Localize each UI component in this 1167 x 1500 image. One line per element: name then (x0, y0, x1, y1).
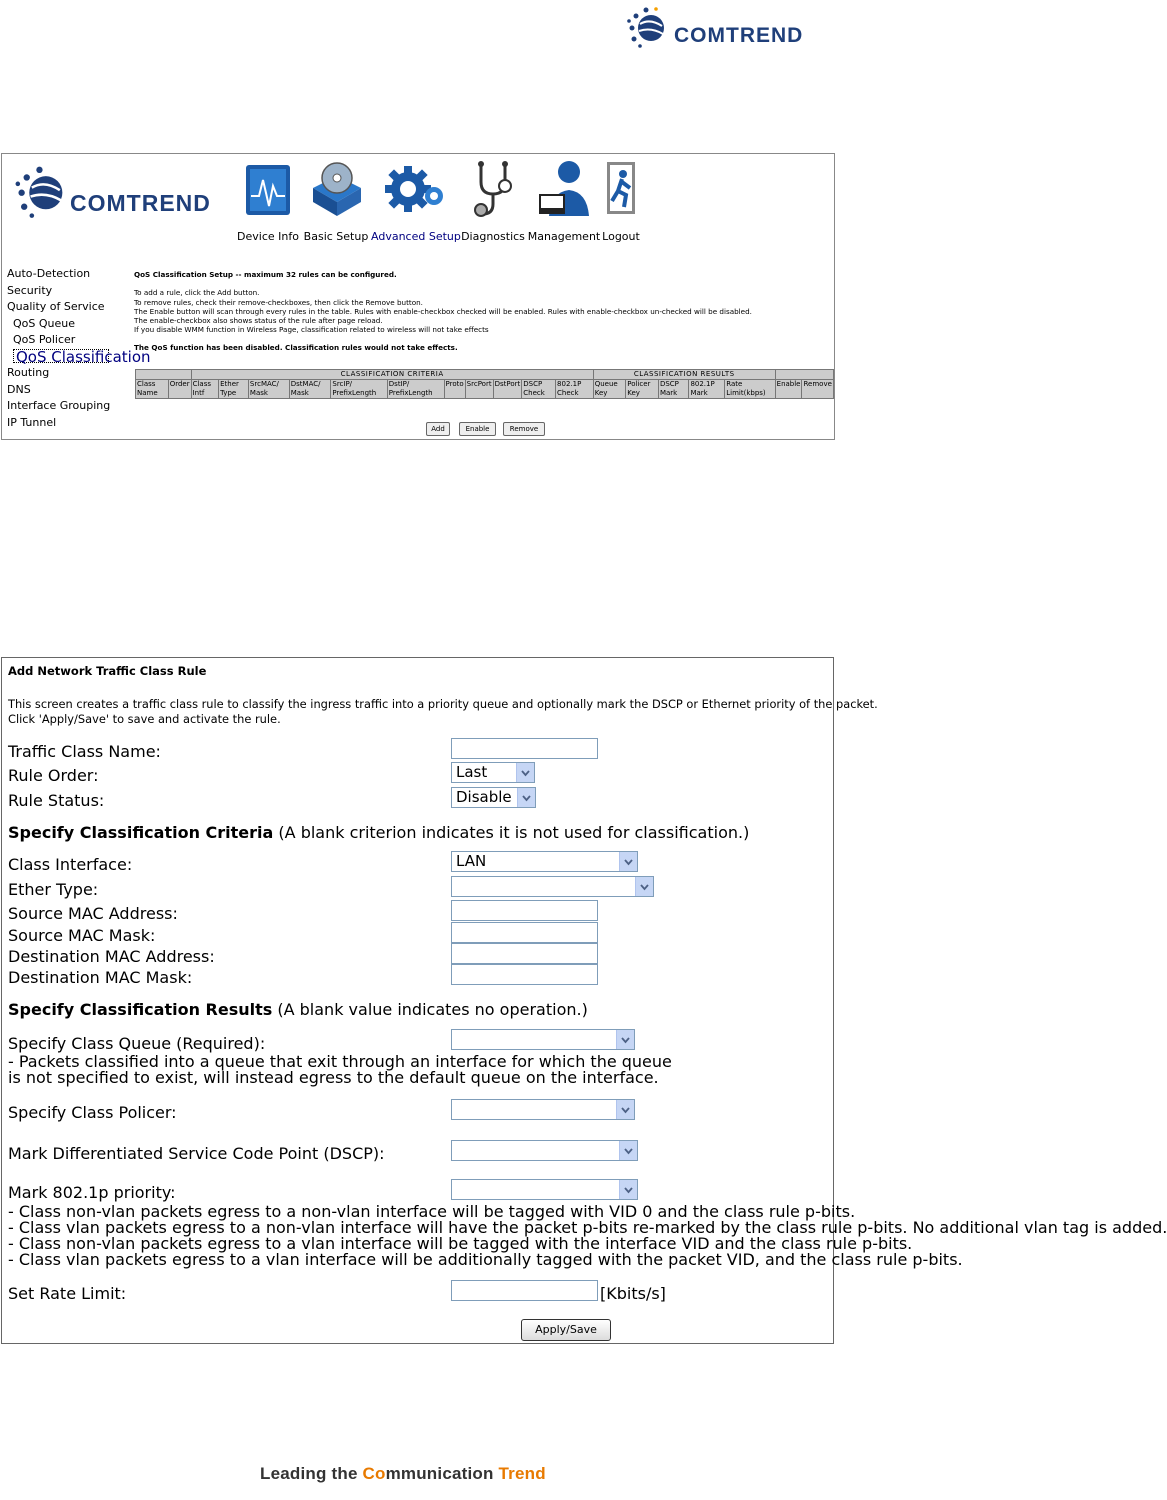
class-policer-select[interactable] (451, 1099, 635, 1120)
comtrend-globe-icon (14, 164, 70, 224)
device-info-icon (243, 162, 293, 218)
nav-label: Logout (602, 230, 640, 243)
rule-status-select[interactable] (451, 787, 536, 808)
nav-management[interactable] (527, 154, 601, 264)
chevron-down-icon (517, 788, 535, 807)
slogan-co: Co (362, 1464, 386, 1483)
qos-help-line: To remove rules, check their remove-checkboxes, then click the Remove button. (134, 297, 423, 307)
apply-save-button[interactable]: Apply/Save (521, 1319, 611, 1341)
rule-order-value: Last (456, 763, 488, 781)
column-header: 802.1P Mark (689, 380, 725, 399)
logout-icon (601, 158, 641, 218)
rate-limit-unit: [Kbits/s] (600, 1284, 666, 1303)
brand-wordmark: COMTREND (674, 24, 804, 47)
qos-help-line: The enable-checkbox also shows status of the rule after page reload. (134, 316, 383, 326)
dscp-label: Mark Differentiated Service Code Point (DSCP): (8, 1144, 385, 1163)
rule-order-select[interactable] (451, 762, 535, 783)
pbits-note: - Class non-vlan packets egress to a vlan interface will be tagged with the interface VID and the class rule p-bits. (8, 1234, 913, 1253)
form-intro-1: This screen creates a traffic class rule to classify the ingress traffic into a priority queue and optionally mark the DSCP or Ethernet priority of the packet. (8, 697, 878, 711)
class-interface-value: LAN (456, 852, 487, 870)
rule-status-value: Disable (456, 788, 512, 806)
menu-qos-classification[interactable]: QoS Classification (13, 349, 109, 363)
class-queue-select[interactable] (451, 1029, 635, 1050)
column-header: DstMAC/ Mask (289, 380, 331, 399)
menu-ip-tunnel[interactable]: IP Tunnel (7, 415, 57, 429)
rule-order-label: Rule Order: (8, 766, 99, 785)
column-header: Policer Key (626, 380, 659, 399)
table-header-blank (136, 370, 192, 380)
enable-button[interactable]: Enable (459, 422, 496, 436)
slogan-mmunication: mmunication (385, 1464, 494, 1483)
qos-help-line: To add a rule, click the Add button. (134, 288, 260, 298)
menu-auto-detection[interactable]: Auto-Detection (7, 267, 91, 280)
column-header: Order (168, 380, 191, 399)
ether-type-select[interactable] (451, 876, 654, 897)
column-header: Queue Key (593, 380, 626, 399)
src-mac-input[interactable] (451, 900, 598, 921)
advanced-setup-icon (384, 160, 446, 218)
column-header: DSCP Mark (658, 380, 688, 399)
class-policer-label: Specify Class Policer: (8, 1103, 177, 1122)
chevron-down-icon (619, 1180, 637, 1199)
dst-mac-mask-label: Destination MAC Mask: (8, 968, 193, 987)
comtrend-globe-icon (626, 6, 670, 52)
dst-mac-label: Destination MAC Address: (8, 947, 215, 966)
nav-label: Diagnostics (461, 230, 525, 243)
src-mac-mask-input[interactable] (451, 922, 598, 943)
top-brand-logo (626, 6, 803, 52)
results-section-heading (8, 1000, 588, 1019)
nav-label: Device Info (237, 230, 299, 243)
class-interface-label: Class Interface: (8, 855, 133, 874)
nav-advanced-setup[interactable] (371, 154, 459, 264)
column-header: Class Name (136, 380, 169, 399)
dscp-select[interactable] (451, 1140, 638, 1161)
column-header: 802.1P Check (556, 380, 594, 399)
column-header: Enable (775, 380, 802, 399)
qos-classification-screenshot (1, 153, 835, 440)
pbits-label: Mark 802.1p priority: (8, 1183, 176, 1202)
menu-routing[interactable]: Routing (7, 366, 50, 379)
basic-setup-icon (307, 158, 365, 218)
column-header: DstPort (493, 380, 522, 399)
criteria-section-heading (8, 823, 749, 842)
dst-mac-mask-input[interactable] (451, 964, 598, 985)
menu-qos-policer[interactable]: QoS Policer (13, 333, 76, 346)
slogan-trend: Trend (493, 1464, 546, 1483)
chevron-down-icon (516, 763, 534, 782)
column-header: Rate Limit(kbps) (725, 380, 775, 399)
chevron-down-icon (619, 1141, 637, 1160)
traffic-class-name-label: Traffic Class Name: (8, 742, 161, 761)
src-mac-label: Source MAC Address: (8, 904, 178, 923)
qos-column-row (136, 380, 834, 399)
banner-logo (14, 164, 211, 224)
router-banner (2, 154, 834, 264)
menu-quality-of-service[interactable]: Quality of Service (7, 300, 105, 313)
table-header-blank (775, 370, 833, 380)
column-header: DSCP Check (522, 380, 556, 399)
footer-slogan (260, 1464, 546, 1484)
qos-disabled-notice: The QoS function has been disabled. Classification rules would not take effects. (134, 342, 458, 352)
results-header: CLASSIFICATION RESULTS (593, 370, 775, 380)
qos-heading: QoS Classification Setup -- maximum 32 rules can be configured. (134, 270, 397, 279)
pbits-note: - Class vlan packets egress to a non-vlan interface will have the packet p-bits re-marked by the class rule p-bits. No additional vlan tag is added. (8, 1218, 1167, 1237)
column-header: SrcPort (465, 380, 493, 399)
queue-note-2: is not specified to exist, will instead egress to the default queue on the interface. (8, 1068, 659, 1087)
chevron-down-icon (616, 1100, 634, 1119)
column-header: SrcMAC/ Mask (248, 380, 289, 399)
column-header: Remove (802, 380, 834, 399)
results-note: (A blank value indicates no operation.) (272, 1000, 588, 1019)
nav-diagnostics[interactable] (459, 154, 527, 264)
dst-mac-input[interactable] (451, 943, 598, 964)
column-header: Proto (444, 380, 465, 399)
src-mac-mask-label: Source MAC Mask: (8, 926, 156, 945)
chevron-down-icon (635, 877, 653, 896)
qos-rules-table (135, 369, 834, 399)
nav-label: Management (527, 230, 601, 243)
slogan-leading: Leading the (260, 1464, 363, 1483)
column-header: Class Intf (191, 380, 219, 399)
menu-qos-queue[interactable]: QoS Queue (13, 316, 76, 330)
form-title: Add Network Traffic Class Rule (8, 664, 207, 678)
column-header: Ether Type (219, 380, 249, 399)
qos-help-line: The Enable button will scan through every rules in the table. Rules with enable-checkbox checked will be enabled. Rules with enable-checkbox un-checked will be disabled. (134, 306, 752, 316)
rate-limit-label: Set Rate Limit: (8, 1284, 127, 1303)
form-intro-2: Click 'Apply/Save' to save and activate the rule. (8, 712, 281, 726)
queue-note-1: - Packets classified into a queue that exit through an interface for which the queue (8, 1052, 672, 1071)
menu-security[interactable]: Security (7, 283, 53, 297)
menu-interface-grouping[interactable]: Interface Grouping (7, 399, 111, 412)
ether-type-label: Ether Type: (8, 880, 99, 899)
brand-wordmark: COMTREND (70, 189, 211, 216)
pbits-select[interactable] (451, 1179, 638, 1200)
results-title: Specify Classification Results (8, 1000, 273, 1019)
pbits-note: - Class non-vlan packets egress to a non-vlan interface will be tagged with VID 0 and the class rule p-bits. (8, 1202, 856, 1221)
menu-dns[interactable]: DNS (7, 382, 31, 396)
chevron-down-icon (619, 852, 637, 871)
class-queue-label: Specify Class Queue (Required): (8, 1034, 266, 1053)
criteria-note: (A blank criterion indicates it is not used for classification.) (273, 823, 750, 842)
add-button[interactable]: Add (426, 422, 450, 436)
nav-basic-setup[interactable] (302, 154, 370, 264)
criteria-title: Specify Classification Criteria (8, 823, 274, 842)
column-header: DstIP/ PrefixLength (387, 380, 444, 399)
chevron-down-icon (616, 1030, 634, 1049)
qos-content (134, 270, 832, 352)
nav-logout[interactable] (600, 154, 642, 264)
nav-device-info[interactable] (236, 154, 300, 264)
nav-label: Basic Setup (303, 230, 369, 243)
column-header: SrcIP/ PrefixLength (331, 380, 387, 399)
remove-button[interactable]: Remove (503, 422, 545, 436)
management-icon (537, 158, 591, 218)
traffic-class-name-input[interactable] (451, 738, 598, 759)
diagnostics-icon (467, 158, 519, 218)
rule-status-label: Rule Status: (8, 791, 105, 810)
criteria-header: CLASSIFICATION CRITERIA (191, 370, 593, 380)
rate-limit-input[interactable] (451, 1280, 598, 1301)
pbits-note: - Class vlan packets egress to a vlan interface will be additionally tagged with the packet VID, and the class rule p-bits. (8, 1250, 963, 1269)
nav-label: Advanced Setup (371, 230, 461, 243)
class-interface-select[interactable] (451, 851, 638, 872)
qos-help-line: If you disable WMM function in Wireless Page, classification related to wireless will not take effects (134, 325, 489, 335)
